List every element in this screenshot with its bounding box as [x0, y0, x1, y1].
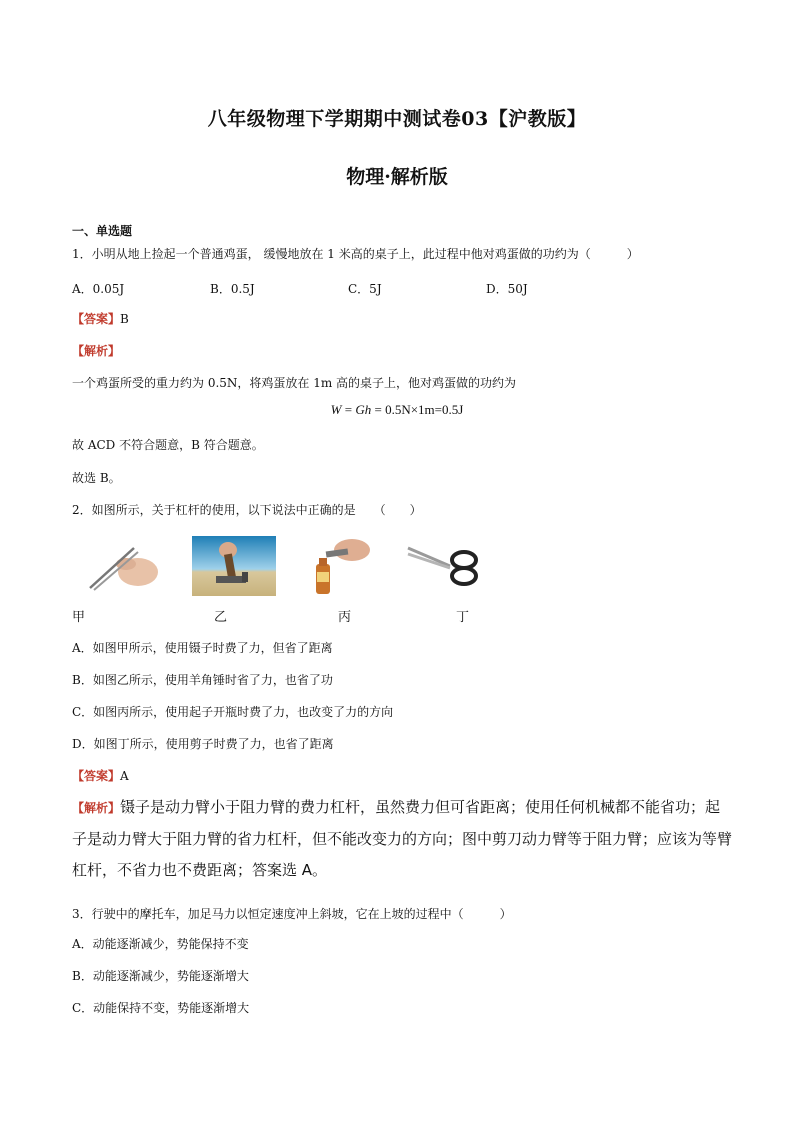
page-title: 八年级物理下学期期中测试卷03【沪教版】 — [207, 108, 587, 130]
q1-option-c: C．5J — [348, 282, 382, 296]
answer-value: A — [120, 769, 129, 783]
q1-option-d: D．50J — [486, 282, 528, 296]
formula-eq: = — [341, 402, 356, 417]
section-heading: 一、单选题 — [72, 224, 133, 238]
q2-option-c: C．如图丙所示，使用起子开瓶时费了力，也改变了力的方向 — [72, 705, 394, 719]
q1-analysis-tag — [72, 342, 120, 359]
q1-formula — [0, 402, 794, 418]
q1-stem: 1．小明从地上捡起一个普通鸡蛋， 缓慢地放在 1 米高的桌子上，此过程中他对鸡蛋做的功约为（ ） — [72, 247, 639, 261]
q2-option-d: D．如图丁所示，使用剪子时费了力，也省了距离 — [72, 737, 334, 751]
page-subtitle: 物理·解析版 — [346, 166, 448, 188]
q1-analysis-text: 一个鸡蛋所受的重力约为 0.5N，将鸡蛋放在 1m 高的桌子上，他对鸡蛋做的功约为 — [72, 376, 517, 390]
scissors-image — [400, 536, 484, 596]
q1-conclusion-2: 故选 B。 — [72, 471, 121, 485]
q1-option-a: A．0.05J — [72, 282, 125, 296]
label-yi: 乙 — [214, 610, 228, 625]
formula-w: W — [330, 402, 342, 417]
q3-stem: 3．行驶中的摩托车，加足马力以恒定速度冲上斜坡，它在上坡的过程中（ ） — [72, 907, 512, 921]
bottle-opener-image — [310, 536, 372, 596]
q2-analysis — [72, 792, 732, 886]
answer-tag: 【答案】 — [72, 312, 121, 326]
tweezers-image — [86, 536, 160, 596]
q1-option-b: B．0.5J — [210, 282, 255, 296]
label-jia: 甲 — [72, 610, 86, 625]
q2-option-a: A．如图甲所示，使用镊子时费了力，但省了距离 — [72, 641, 333, 655]
q3-option-c: C．动能保持不变，势能逐渐增大 — [72, 1001, 250, 1015]
q3-option-a: A．动能逐渐减少，势能保持不变 — [72, 937, 249, 951]
analysis-tag: 【解析】 — [72, 344, 121, 358]
formula-gh: Gh — [355, 402, 372, 417]
q3-option-b: B．动能逐渐减少，势能逐渐增大 — [72, 969, 249, 983]
answer-tag: 【答案】 — [72, 769, 121, 783]
formula-rhs: = 0.5N×1m=0.5J — [371, 402, 464, 417]
claw-hammer-image — [192, 536, 276, 596]
analysis-text: 镊子是动力臂小于阻力臂的费力杠杆，虽然费力但可省距离；使用任何机械都不能省功；起子是动力臂大于阻力臂的省力杠杆，但不能改变力的方向；图中剪刀动力臂等于阻力臂；应该为等臂杠杆，不省力也不费距离；答案选 A。 — [72, 798, 733, 879]
answer-value: B — [120, 312, 129, 326]
q2-stem: 2．如图所示，关于杠杆的使用，以下说法中正确的是 （ ） — [72, 503, 422, 517]
q2-answer — [72, 767, 129, 784]
q1-answer — [72, 310, 129, 327]
q2-option-b: B．如图乙所示，使用羊角锤时省了力，也省了功 — [72, 673, 333, 687]
q1-conclusion-1: 故 ACD 不符合题意，B 符合题意。 — [72, 438, 264, 452]
analysis-tag: 【解析】 — [72, 801, 121, 815]
label-bing: 丙 — [338, 610, 352, 625]
label-ding: 丁 — [456, 610, 470, 625]
